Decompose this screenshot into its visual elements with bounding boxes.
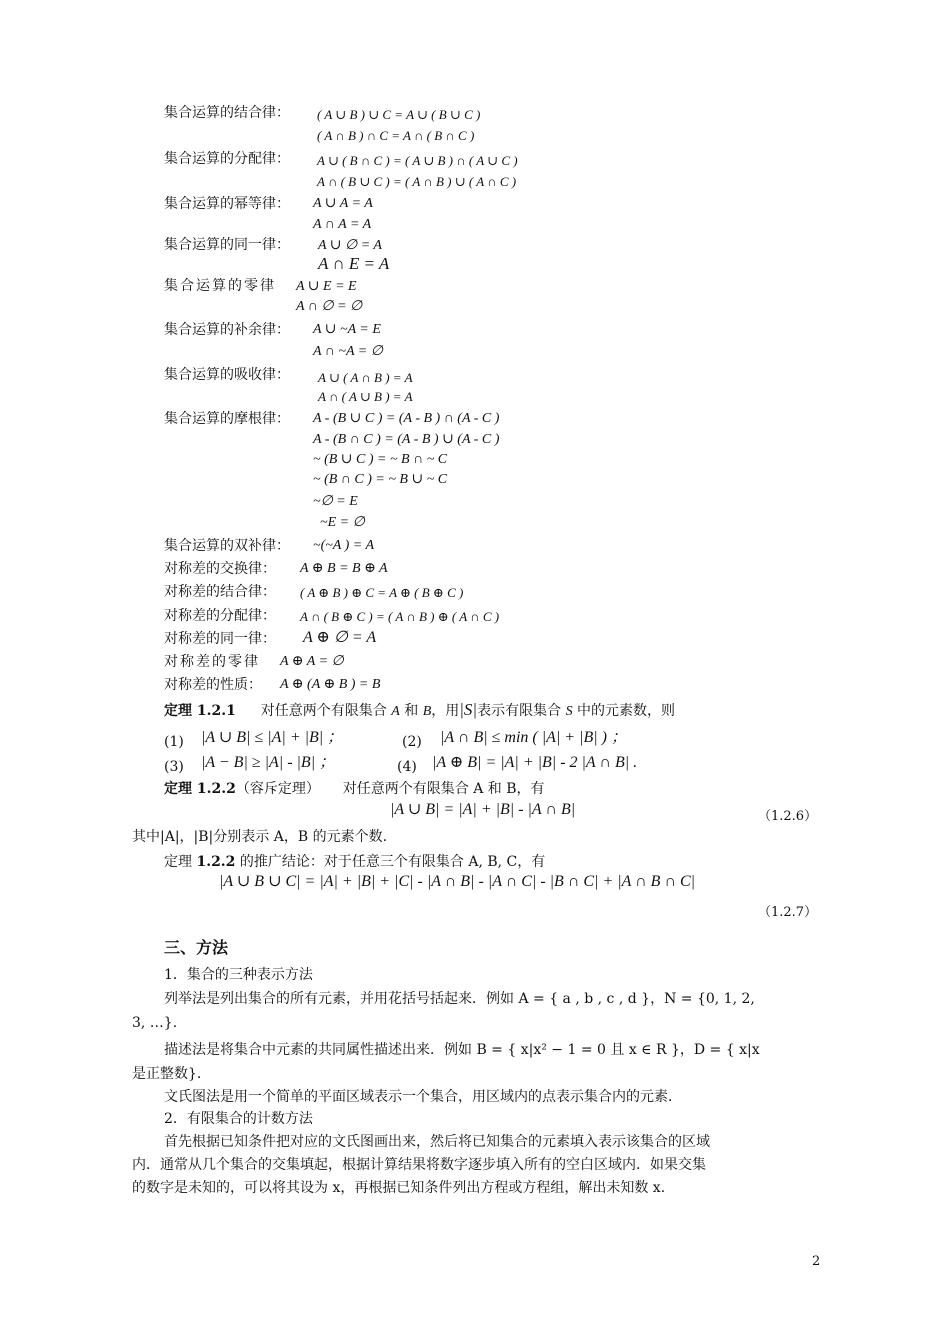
theorem-item-formula: |A ∩ B| ≤ min ( |A| + |B| ) ； [440,729,627,746]
generalization-ref: 1.2.2 [196,854,236,870]
section-title: 三、方法 [164,938,229,957]
theorem-text: 表示有限集合 [477,703,566,719]
law-label: 集合运算的零律 [164,278,276,294]
law-formula: ( A ⊕ B ) ⊕ C = A ⊕ ( B ⊕ C ) [300,585,464,600]
law-formula: A - (B ∩ C ) = (A - B ) ∪ (A - C ) [313,432,500,447]
law-label: 对称差的性质： [164,677,262,693]
law-formula: A ∪ ( B ∩ C ) = ( A ∪ B ) ∩ ( A ∪ C ) [317,153,518,168]
paragraph-line: 描述法是将集合中元素的共同属性描述出来．例如 B = { x|x² − 1 = 0 且 x ∈ R }，D = { x|x [164,1042,760,1058]
law-formula: A ∩ ∅ = ∅ [296,299,363,314]
law-label: 集合运算的双补律： [164,538,290,554]
theorem-item-number: (3) [164,759,184,775]
equation-number: （1.2.7） [758,905,818,920]
theorem-text: 中的元素数，则 [572,703,676,719]
law-formula: ~ (B ∪ C ) = ~ B ∩ ~ C [313,452,448,467]
subsection-title: 1．集合的三种表示方法 [164,967,313,983]
law-formula: A ∪ E = E [296,279,357,294]
theorem-subtitle: （容斥定理） [235,781,320,797]
law-label: 对称差的交换律： [164,561,276,577]
theorem-title: 定理 1.2.1 [164,703,236,719]
paragraph-line: 首先根据已知条件把对应的文氏图画出来，然后将已知集合的元素填入表示该集合的区域 [164,1134,710,1150]
theorem-formula: |A ∪ B| = |A| + |B| - |A ∩ B| [390,801,576,818]
law-formula: A ∩ E = A [318,254,390,273]
set-s-size: |S| [459,700,478,719]
law-formula: ~(~A ) = A [313,538,375,553]
set-s: S [565,704,573,719]
theorem-title: 定理 1.2.2 [164,781,236,797]
law-formula: ~∅ = E [313,494,358,509]
law-formula: A ⊕ A = ∅ [280,654,344,669]
law-formula: A ∩ A = A [313,217,372,232]
generalization-formula: |A ∪ B ∪ C| = |A| + |B| + |C| - |A ∩ B| - |A ∩ C| - |B ∩ C| + |A ∩ B ∩ C| [219,873,696,890]
law-formula: A ∪ ∅ = A [318,238,382,253]
theorem-item-number: (1) [164,734,184,750]
paragraph-line: 3, …}. [132,1015,178,1031]
theorem-item-formula: |A − B| ≥ |A| - |B| ； [201,754,336,771]
law-label: 对称差的分配律： [164,608,276,624]
theorem-text: 和 [399,703,423,719]
page-number: 2 [812,1254,821,1269]
law-formula: ( A ∩ B ) ∩ C = A ∩ ( B ∩ C ) [317,128,475,143]
theorem-item-number: (2) [402,734,422,750]
paragraph-line: 的数字是未知的，可以将其设为 x，再根据已知条件列出方程或方程组，解出未知数 x. [132,1180,666,1196]
theorem-note: 其中|A|，|B|分别表示 A，B 的元素个数. [132,829,388,845]
theorem-1-2-2 [164,780,545,798]
theorem-item-number: (4) [397,759,417,775]
law-label: 集合运算的分配律： [164,151,290,167]
law-formula: A ⊕ B = B ⊕ A [300,561,388,576]
law-formula: A ∩ ( A ∪ B ) = A [318,389,413,404]
law-formula: A ∪ ~A = E [313,322,381,337]
law-formula: A ∩ ( B ⊕ C ) = ( A ∩ B ) ⊕ ( A ∩ C ) [300,609,500,624]
equation-number: （1.2.6） [758,809,818,824]
law-label: 集合运算的同一律： [164,237,290,253]
set-a: A [391,704,400,719]
law-formula: ~E = ∅ [320,515,365,530]
law-formula: A ∩ ( B ∪ C ) = ( A ∩ B ) ∪ ( A ∩ C ) [317,174,517,189]
theorem-item-formula: |A ∪ B| ≤ |A| + |B| ； [201,729,344,746]
set-b: B [422,704,432,719]
paragraph-line: 是正整数}. [132,1066,202,1082]
theorem-item-formula: |A ⊕ B| = |A| + |B| - 2 |A ∩ B| . [432,754,638,771]
law-label: 集合运算的吸收律： [164,367,290,383]
law-formula: A ⊕ (A ⊕ B ) = B [280,677,381,692]
generalization-text: 定理 [164,854,197,870]
law-label: 集合运算的幂等律： [164,196,290,212]
generalization-text: 的推广结论：对于任意三个有限集合 A, B, C，有 [235,854,546,870]
paragraph-line: 文氏图法是用一个简单的平面区域表示一个集合，用区域内的点表示集合内的元素． [164,1089,682,1105]
theorem-text: 对任意两个有限集合 A 和 B，有 [342,781,545,797]
theorem-text: ，用 [431,703,460,719]
law-formula: A ∪ A = A [313,196,373,211]
law-formula: ~ (B ∩ C ) = ~ B ∪ ~ C [313,472,448,487]
law-formula: A ∩ ~A = ∅ [313,344,383,359]
law-formula: A ⊕ ∅ = A [303,629,377,646]
law-formula: ( A ∪ B ) ∪ C = A ∪ ( B ∪ C ) [317,107,481,122]
law-formula: A ∪ ( A ∩ B ) = A [318,370,413,385]
law-label: 对称差的结合律： [164,584,276,600]
law-label: 集合运算的摩根律： [164,411,290,427]
paragraph-line: 列举法是列出集合的所有元素，并用花括号括起来．例如 A = { a , b , c , d }，N = {0, 1, 2, [164,991,755,1007]
theorem-text: 对任意两个有限集合 [260,703,392,719]
law-label: 集合运算的结合律： [164,105,290,121]
law-label: 集合运算的补余律： [164,322,290,338]
theorem-1-2-1 [164,701,675,721]
generalization [164,853,545,871]
law-label: 对称差的零律 [164,654,260,670]
law-label: 对称差的同一律： [164,631,276,647]
paragraph-line: 内．通常从几个集合的交集填起，根据计算结果将数字逐步填入所有的空白区域内．如果交集 [132,1157,706,1173]
law-formula: A - (B ∪ C ) = (A - B ) ∩ (A - C ) [313,411,500,426]
subsection-title: 2．有限集合的计数方法 [164,1111,313,1127]
